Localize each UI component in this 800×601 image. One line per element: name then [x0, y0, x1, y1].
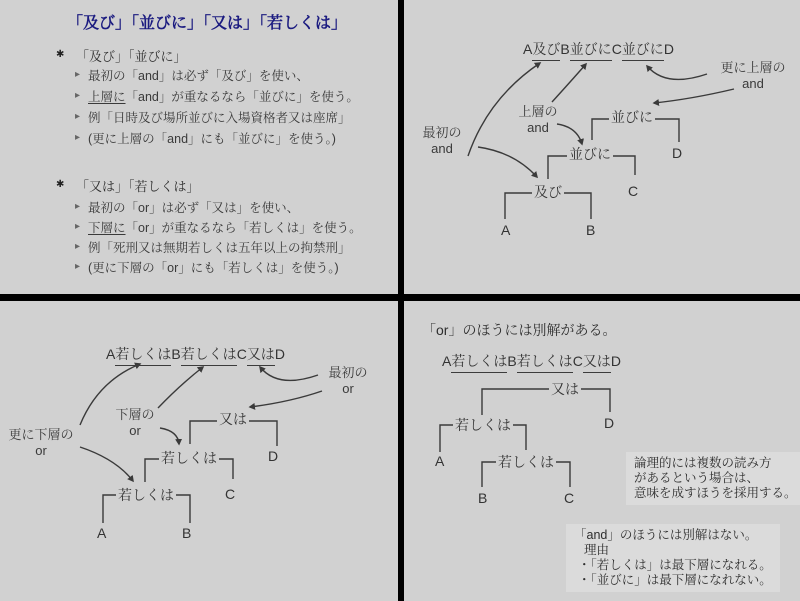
- note-line: 意味を成すほうを採用する。: [634, 486, 797, 500]
- tree-connector: [219, 459, 233, 479]
- phrase-part: B: [507, 353, 517, 369]
- tree-node-1: 若しくは: [455, 417, 511, 433]
- arrow-first-and-to-node: [478, 147, 537, 177]
- arrow-first-or-to-title: [260, 367, 318, 380]
- rule-item: [88, 108, 351, 126]
- tree-connector: [556, 462, 570, 487]
- rule-item: [88, 238, 351, 256]
- rule-text: (更に下層の「or」にも「若しくは」を使う。): [88, 261, 339, 275]
- tree-connector: [548, 156, 567, 179]
- triangle-bullet-icon: ▸: [75, 90, 81, 101]
- label-first-and: [412, 125, 472, 157]
- rule-text: 最初の「and」は必ず「及び」を使い、: [88, 69, 309, 83]
- quadrant-and-tree: [404, 0, 800, 294]
- label-first-or: [318, 365, 378, 397]
- example-phrase-and: [523, 39, 674, 61]
- label-line: or: [35, 443, 47, 458]
- tree-node-root: 又は: [551, 381, 579, 397]
- label-lower-or: [108, 407, 162, 439]
- tree-leaf-b: B: [182, 525, 192, 541]
- note-line: ・「並びに」は最下層になれない。: [578, 573, 772, 587]
- phrase-part-underlined: 及び: [532, 39, 560, 61]
- tree-connector: [505, 193, 532, 219]
- tree-leaf-a: A: [501, 222, 511, 238]
- phrase-part: D: [274, 346, 285, 362]
- rule-item: [88, 87, 359, 105]
- label-upper-and: [511, 104, 565, 136]
- tree-connector: [176, 495, 190, 523]
- group-heading-or: 「又は」「若しくは」: [76, 179, 200, 194]
- tree-connector: [513, 425, 526, 450]
- tree-node-root: 又は: [219, 411, 247, 427]
- rule-text: 「and」が重なるなら「並びに」を使う。: [125, 90, 359, 104]
- phrase-part: A: [523, 41, 533, 57]
- tree-leaf-d: D: [268, 448, 279, 464]
- rule-text: 「or」が重なるなら「若しくは」を使う。: [125, 221, 362, 235]
- phrase-part: B: [560, 41, 570, 57]
- tree-connector: [482, 389, 549, 415]
- rule-underline: 上層に: [88, 90, 126, 104]
- phrase-part: A: [106, 346, 116, 362]
- tree-leaf-b: B: [478, 490, 488, 506]
- triangle-bullet-icon: ▸: [75, 201, 81, 212]
- arrow-first-or-to-node: [250, 391, 322, 407]
- tree-node-root: 並びに: [611, 109, 653, 125]
- rule-item: [88, 66, 309, 84]
- tree-leaf-c: C: [628, 183, 639, 199]
- tree-connector: [613, 156, 635, 175]
- label-upper2-and: [707, 60, 799, 92]
- tree-connector: [145, 459, 159, 482]
- slide-title: 「及び」「並びに」「又は」「若しくは」: [67, 15, 348, 32]
- tree-leaf-a: A: [97, 525, 107, 541]
- arrow-lower2-or-to-node: [80, 447, 133, 481]
- phrase-part: A: [442, 353, 452, 369]
- tree-leaf-a: A: [435, 453, 445, 469]
- tree-connector: [592, 119, 609, 140]
- phrase-part: C: [572, 353, 583, 369]
- arrow-lower-or-to-title: [158, 367, 203, 408]
- alt-heading: 「or」のほうには別解がある。: [422, 322, 617, 338]
- tree-connector: [249, 421, 277, 446]
- phrase-part: B: [171, 346, 181, 362]
- rule-text: 最初の「or」は必ず「又は」を使い、: [88, 201, 300, 215]
- label-line: and: [742, 76, 764, 91]
- triangle-bullet-icon: ▸: [75, 111, 81, 122]
- tree-node-2: 若しくは: [498, 454, 554, 470]
- label-line: and: [431, 141, 453, 156]
- label-line: 更に上層の: [720, 60, 786, 75]
- arrow-upper2-and-to-title: [647, 66, 707, 79]
- example-phrase-or: [106, 344, 285, 366]
- note-line: ・「若しくは」は最下層になれる。: [578, 558, 772, 572]
- tree-connector: [103, 495, 116, 523]
- tree-leaf-b: B: [586, 222, 596, 238]
- label-line: or: [129, 423, 141, 438]
- rule-text: 例「日時及び場所並びに入場資格者又は座席」: [88, 111, 351, 125]
- tree-brackets: [440, 389, 610, 487]
- label-line: or: [342, 381, 354, 396]
- tree-node-mid: 若しくは: [161, 450, 217, 466]
- quadrant-or-tree: [0, 301, 398, 601]
- label-line: 下層の: [115, 407, 155, 422]
- horizontal-divider: [0, 294, 800, 301]
- label-line: 更に下層の: [8, 427, 74, 442]
- tree-leaf-c: C: [225, 486, 236, 502]
- rule-item: [88, 258, 339, 276]
- tree-node-leaf: 若しくは: [118, 487, 174, 503]
- phrase-part-underlined: 又は: [583, 351, 611, 373]
- phrase-part: C: [236, 346, 247, 362]
- label-line: and: [527, 120, 549, 135]
- triangle-bullet-icon: ▸: [75, 221, 81, 232]
- quadrant-alternative-reading: [404, 301, 800, 601]
- tree-connector: [655, 119, 679, 142]
- phrase-part-underlined: 若しくは: [517, 351, 573, 373]
- phrase-part: D: [663, 41, 674, 57]
- tree-connector: [581, 389, 610, 412]
- tree-connector: [440, 425, 453, 452]
- rule-item: [88, 129, 336, 147]
- note-and-no-alternative: [566, 524, 780, 592]
- note-line: があるという場合は、: [634, 471, 760, 485]
- group-heading-and: 「及び」「並びに」: [76, 49, 187, 64]
- phrase-part: D: [610, 353, 621, 369]
- triangle-bullet-icon: ▸: [75, 241, 81, 252]
- tree-connector: [564, 193, 591, 219]
- phrase-part-underlined: 若しくは: [451, 351, 507, 373]
- rule-text: 例「死刑又は無期若しくは五年以上の拘禁刑」: [88, 241, 351, 255]
- phrase-part-underlined: 又は: [247, 344, 275, 366]
- phrase-part-underlined: 若しくは: [181, 344, 237, 366]
- asterisk-bullet-icon: ✱: [56, 49, 65, 60]
- phrase-part: C: [611, 41, 622, 57]
- phrase-part-underlined: 並びに: [570, 39, 612, 61]
- asterisk-bullet-icon: ✱: [56, 179, 65, 190]
- triangle-bullet-icon: ▸: [75, 261, 81, 272]
- tree-leaf-d: D: [604, 415, 615, 431]
- tree-leaf-d: D: [672, 145, 683, 161]
- arrow-upper-and-to-title: [552, 64, 586, 102]
- tree-leaf-c: C: [564, 490, 575, 506]
- tree-connector: [190, 421, 217, 444]
- note-line: 「and」のほうには別解はない。: [574, 528, 758, 542]
- tree-node-mid: 並びに: [569, 146, 611, 162]
- rule-item: [88, 198, 299, 216]
- tree-node-leaf: 及び: [534, 184, 562, 200]
- label-line: 最初の: [422, 125, 462, 140]
- rule-text: (更に上層の「and」にも「並びに」を使う。): [88, 132, 336, 146]
- label-line: 上層の: [518, 104, 558, 119]
- rule-underline: 下層に: [88, 221, 126, 235]
- triangle-bullet-icon: ▸: [75, 69, 81, 80]
- label-line: 最初の: [328, 365, 368, 380]
- phrase-part-underlined: 並びに: [622, 39, 664, 61]
- note-logical-reading: [626, 452, 800, 505]
- note-line: 論理的には複数の読み方: [634, 456, 772, 470]
- rule-item: [88, 218, 362, 236]
- example-phrase-or-alt: [442, 351, 621, 373]
- triangle-bullet-icon: ▸: [75, 132, 81, 143]
- quadrant-rules: [0, 0, 398, 294]
- arrow-lower-or-to-node: [160, 428, 179, 444]
- label-lower2-or: [0, 427, 82, 459]
- phrase-part-underlined: 若しくは: [115, 344, 171, 366]
- note-line: 理由: [584, 543, 610, 557]
- tree-connector: [482, 462, 496, 487]
